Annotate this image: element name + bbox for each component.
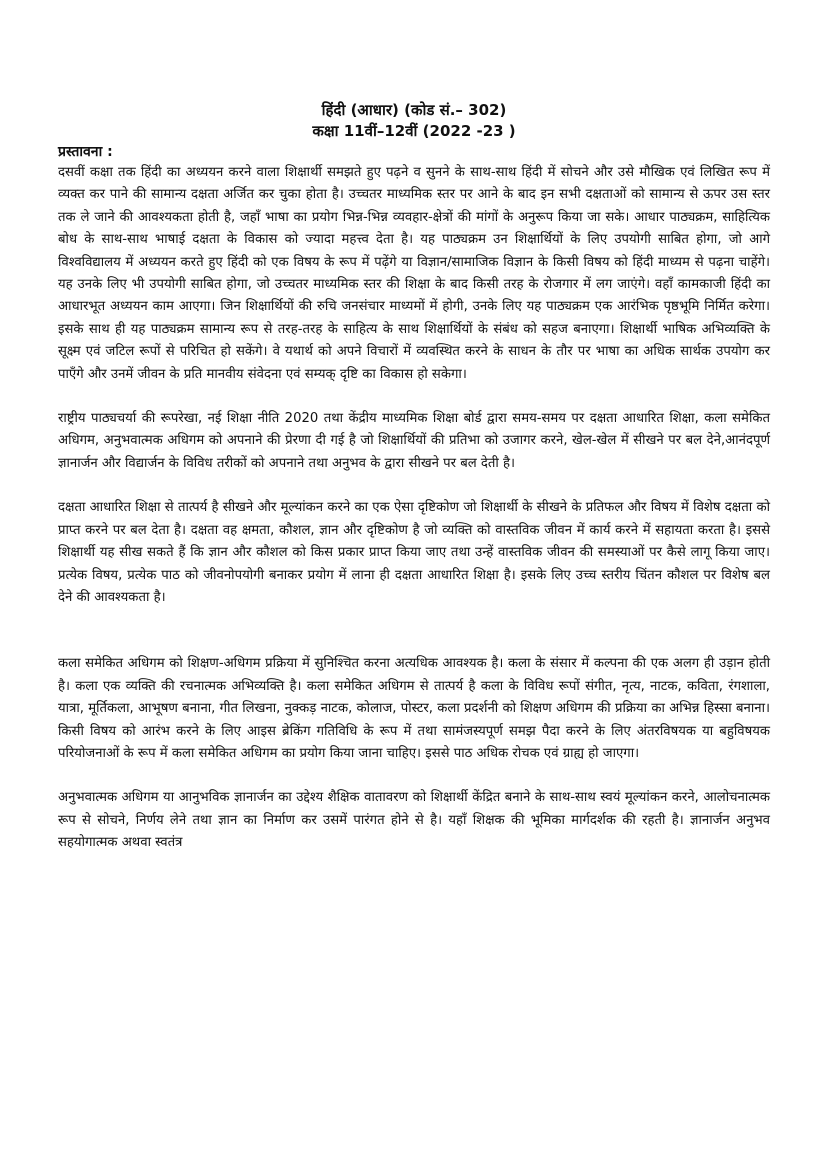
paragraph-national-curriculum: राष्ट्रीय पाठ्यचर्या की रूपरेखा, नई शिक्षा नीति 2020 तथा केंद्रीय माध्यमिक शिक्षा बोर्ड द्वारा समय-समय पर दक्षता आधारित शिक्षा, कला समेकित अधिगम, अनुभवात्मक अधिगम को अपनाने की प्रेरणा दी गई है जो शिक्षार्थियों की प्रतिभा को उजागर करने, खेल-खेल में सीखने पर बल देने,आनंदपूर्ण ज्ञानार्जन और विद्यार्जन के विविध तरीकों को अपनाने तथा अनुभव के द्वारा सीखने पर बल देती है।	[58, 411, 770, 471]
paragraph-spacer	[58, 386, 770, 408]
paragraph-introduction: दसवीं कक्षा तक हिंदी का अध्ययन करने वाला शिक्षार्थी समझते हुए पढ़ने व सुनने के साथ-साथ हिंदी में सोचने और उसे मौखिक एवं लिखित रूप में व्यक्त कर पाने की सामान्य दक्षता अर्जित कर चुका होता है। उच्चतर माध्यमिक स्तर पर आने के बाद इन सभी दक्षताओं को सामान्य से ऊपर उस स्तर तक ले जाने की आवश्यकता होती है, जहाँ भाषा का प्रयोग भिन्न-भिन्न व्यवहार-क्षेत्रों की मांगों के अनुरूप किया जा सके। आधार पाठ्यक्रम, साहित्यिक बोध के साथ-साथ भाषाई दक्षता के विकास को ज्यादा महत्त्व देता है। यह पाठ्यक्रम उन शिक्षार्थियों के लिए उपयोगी साबित होगा, जो आगे विश्वविद्यालय में अध्ययन करते हुए हिंदी को एक विषय के रूप में पढ़ेंगे या विज्ञान/सामाजिक विज्ञान के किसी विषय को हिंदी माध्यम से पढ़ना चाहेंगे। यह उनके लिए भी उपयोगी साबित होगा, जो उच्चतर माध्यमिक स्तर की शिक्षा के बाद किसी तरह के रोजगार में लग जाएंगे। वहाँ कामकाजी हिंदी का आधारभूत अध्ययन काम आएगा। जिन शिक्षार्थियों की रुचि जनसंचार माध्यमों में होगी, उनके लिए यह पाठ्यक्रम एक आरंभिक पृष्ठभूमि निर्मित करेगा। इसके साथ ही यह पाठ्यक्रम सामान्य रूप से तरह-तरह के साहित्य के साथ शिक्षार्थियों के संबंध को सहज बनाएगा। शिक्षार्थी भाषिक अभिव्यक्ति के सूक्ष्म एवं जटिल रूपों से परिचित हो सकेंगे। वे यथार्थ को अपने विचारों में व्यवस्थित करने के साधन के तौर पर भाषा का अधिक सार्थक उपयोग कर पाएँगे और उनमें जीवन के प्रति मानवीय संवेदना एवं सम्यक् दृष्टि का विकास हो सकेगा।	[58, 165, 770, 382]
paragraph-spacer	[58, 609, 770, 653]
paragraph-spacer	[58, 765, 770, 787]
document-title-line-1: हिंदी (आधार) (कोड सं.– 302)	[321, 101, 507, 119]
paragraph-competency-based-education: दक्षता आधारित शिक्षा से तात्पर्य है सीखने और मूल्यांकन करने का एक ऐसा दृष्टिकोण जो शिक्षार्थी के सीखने के प्रतिफल और विषय में विशेष दक्षता को प्राप्त करने पर बल देता है। दक्षता वह क्षमता, कौशल, ज्ञान और दृष्टिकोण है जो व्यक्ति को वास्तविक जीवन में कार्य करने में सहायता करता है। इससे शिक्षार्थी यह सीख सकते हैं कि ज्ञान और कौशल को किस प्रकार प्राप्त किया जाए तथा उन्हें वास्तविक जीवन की समस्याओं पर कैसे लागू किया जाए। प्रत्येक विषय, प्रत्येक पाठ को जीवनोपयोगी बनाकर प्रयोग में लाना ही दक्षता आधारित शिक्षा है। इसके लिए उच्च स्तरीय चिंतन कौशल पर विशेष बल देने की आवश्यकता है।	[58, 500, 770, 605]
paragraph-spacer	[58, 475, 770, 497]
document-page	[58, 100, 770, 855]
paragraph-art-integrated-learning: कला समेकित अधिगम को शिक्षण-अधिगम प्रक्रिया में सुनिश्चित करना अत्यधिक आवश्यक है। कला के संसार में कल्पना की एक अलग ही उड़ान होती है। कला एक व्यक्ति की रचनात्मक अभिव्यक्ति है। कला समेकित अधिगम से तात्पर्य है कला के विविध रूपों संगीत, नृत्य, नाटक, कविता, रंगशाला, यात्रा, मूर्तिकला, आभूषण बनाना, गीत लिखना, नुक्कड़ नाटक, कोलाज, पोस्टर, कला प्रदर्शनी को शिक्षण अधिगम की प्रक्रिया का अभिन्न हिस्सा बनाना। किसी विषय को आरंभ करने के लिए आइस ब्रेकिंग गतिविधि के रूप में तथा सामंजस्यपूर्ण समझ पैदा करने के लिए अंतरविषयक या बहुविषयक परियोजनाओं के रूप में कला समेकित अधिगम का प्रयोग किया जाना चाहिए। इससे पाठ अधिक रोचक एवं ग्राह्य हो जाएगा।	[58, 656, 770, 761]
document-title-line-2: कक्षा 11वीं–12वीं (2022 -23 )	[312, 122, 516, 140]
intro-heading: प्रस्तावना :	[58, 144, 113, 160]
paragraph-experiential-learning: अनुभवात्मक अधिगम या आनुभविक ज्ञानार्जन का उद्देश्य शैक्षिक वातावरण को शिक्षार्थी केंद्रित बनाने के साथ-साथ स्वयं मूल्यांकन करने, आलोचनात्मक रूप से सोचने, निर्णय लेने तथा ज्ञान का निर्माण कर उसमें पारंगत होने से है। यहाँ शिक्षक की भूमिका मार्गदर्शक की रहती है। ज्ञानार्जन अनुभव सहयोगात्मक अथवा स्वतंत्र	[58, 790, 770, 851]
